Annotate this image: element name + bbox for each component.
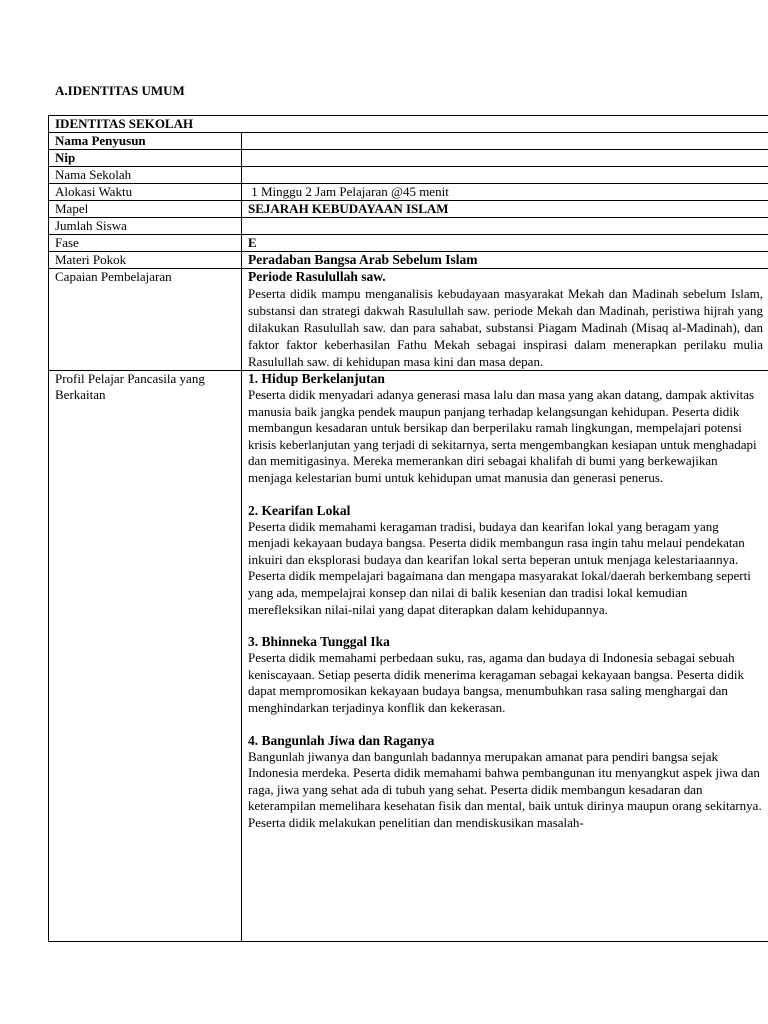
row-value-mapel: SEJARAH KEBUDAYAAN ISLAM <box>242 201 768 218</box>
table-row <box>49 235 768 252</box>
table-title-row <box>49 116 768 133</box>
row-label-mapel: Mapel <box>49 201 242 218</box>
identity-table <box>48 115 768 942</box>
table-row <box>49 150 768 167</box>
row-label-materi-pokok: Materi Pokok <box>49 252 242 269</box>
row-label-profil: Profil Pelajar Pancasila yang Berkaitan <box>49 371 242 942</box>
row-value-fase: E <box>242 235 768 252</box>
row-value-nama-penyusun <box>242 133 768 150</box>
row-value-nip <box>242 150 768 167</box>
profil-item-title: 3. Bhinneka Tunggal Ika <box>248 634 390 650</box>
row-label-fase: Fase <box>49 235 242 252</box>
table-row <box>49 269 768 371</box>
table-title: IDENTITAS SEKOLAH <box>49 116 768 133</box>
capaian-heading: Periode Rasulullah saw. <box>248 269 386 284</box>
profil-item-title: 2. Kearifan Lokal <box>248 502 351 518</box>
table-row <box>49 252 768 269</box>
row-value-jumlah-siswa <box>242 218 768 235</box>
row-value-alokasi-waktu: 1 Minggu 2 Jam Pelajaran @45 menit <box>242 184 768 201</box>
row-value-materi-pokok: Peradaban Bangsa Arab Sebelum Islam <box>242 252 768 269</box>
table-row <box>49 371 768 942</box>
row-label-alokasi-waktu: Alokasi Waktu <box>49 184 242 201</box>
profil-item-text: Peserta didik memahami perbedaan suku, ras, agama dan budaya di Indonesia sebagai sebuah keniscayaan. Setiap peserta didik menerima keragaman sebagai kekayaan bangsa. Peserta didik dapat mempromosikan kekayaan budaya bangsa, menumbuhkan rasa saling menghargai dan menghindarkan terjadinya konflik dan kekerasan. <box>248 650 744 715</box>
row-value-capaian <box>242 269 768 371</box>
capaian-text: Peserta didik mampu menganalisis kebudayaan masyarakat Mekah dan Madinah sebelum Islam, substansi dan strategi dakwah Rasulullah saw. periode Mekah dan Madinah, peristiwa hijrah yang dilakukan Rasulullah saw. dan para sahabat, substansi Piagam Madinah (Misaq al-Madinah), dan faktor faktor keberhasilan Fathu Mekah sebagai inspirasi dalam menerapkan perilaku mulia Rasulullah saw. di kehidupan masa kini dan masa depan. <box>248 286 764 369</box>
table-row <box>49 133 768 150</box>
table-row <box>49 184 768 201</box>
row-label-nama-penyusun: Nama Penyusun <box>49 133 242 150</box>
profil-item <box>248 503 763 619</box>
profil-item <box>248 371 763 487</box>
profil-item <box>248 634 763 716</box>
profil-item <box>248 733 763 832</box>
profil-item-title: 4. Bangunlah Jiwa dan Raganya <box>248 732 435 748</box>
row-value-nama-sekolah <box>242 167 768 184</box>
row-value-profil <box>242 371 768 942</box>
profil-item-text: Peserta didik menyadari adanya generasi masa lalu dan masa yang akan datang, dampak aktivitas manusia baik jangka pendek maupun panjang terhadap kelangsungan kehidupan. Peserta didik membangun kesadaran untuk bersikap dan berperilaku ramah lingkungan, mempelajari potensi krisis keberlanjutan yang terjadi di sekitarnya, serta mengembangkan kesiapan untuk menghadapi dan memitigasinya. Mereka memerankan diri sebagai khalifah di bumi yang berkewajikan menjaga kelestarian bumi untuk kehidupan umat manusia dan generasi penerus. <box>248 387 757 485</box>
profil-content <box>248 371 763 941</box>
row-label-capaian: Capaian Pembelajaran <box>49 269 242 371</box>
row-label-jumlah-siswa: Jumlah Siswa <box>49 218 242 235</box>
table-row <box>49 167 768 184</box>
profil-item-text: Peserta didik memahami keragaman tradisi, budaya dan kearifan lokal yang beragam yang menjadi kekayaan budaya bangsa. Peserta didik membangun rasa ingin tahu melaui pendekatan inkuiri dan eksplorasi budaya dan kearifan lokal serta beperan untuk menjaga kelestariaannya. Peserta didik mempelajari bagaimana dan mengapa masyarakat lokal/daerah berkembang seperti yang ada, mempelajrai konsep dan nilai di balik kesenian dan tradisi lokal kemudian merefleksikan nilai-nilai yang dapat diterapkan dalam kehidupannya. <box>248 518 751 617</box>
table-row <box>49 218 768 235</box>
row-label-nama-sekolah: Nama Sekolah <box>49 167 242 184</box>
row-label-nip: Nip <box>49 150 242 167</box>
table-row <box>49 201 768 218</box>
profil-item-text: Bangunlah jiwanya dan bangunlah badannya merupakan amanat para pendiri bangsa sejak Indonesia merdeka. Peserta didik memahami bahwa pembangunan itu menyangkut aspek jiwa dan raga, jiwa yang sehat ada di tubuh yang sehat. Peserta didik membangun kesadaran dan keterampilan memelihara kesehatan fisik dan mental, baik untuk dirinya maupun orang sekitarnya. Peserta didik melakukan penelitian dan mendiskusikan masalah- <box>248 748 762 830</box>
profil-item-title: 1. Hidup Berkelanjutan <box>248 371 385 386</box>
section-heading: A.IDENTITAS UMUM <box>55 83 185 98</box>
